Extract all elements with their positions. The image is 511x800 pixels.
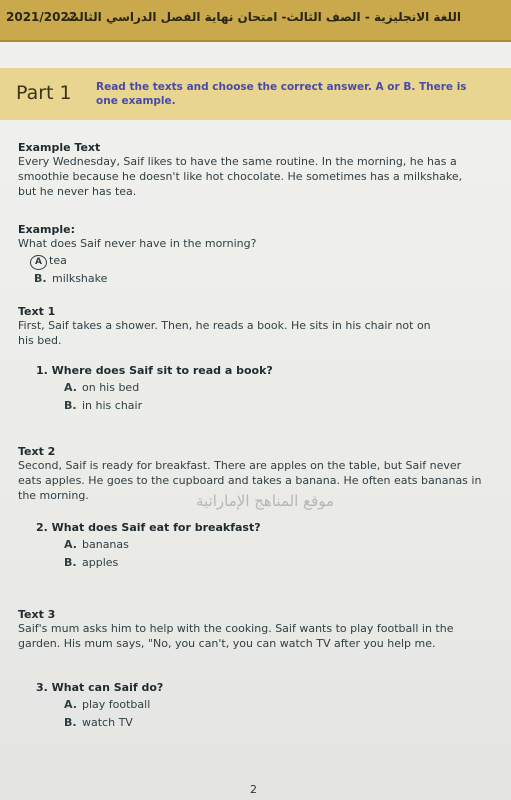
header-year: 2021/2022 — [6, 10, 78, 24]
example-text-body: Every Wednesday, Saif likes to have the same routine. In the morning, he has a smoothie because he doesn't like hot chocolate. He sometimes has a milkshake, but he never has tea. — [18, 155, 463, 198]
text1-option-a-letter: A. — [64, 381, 77, 394]
text3-body: Saif's mum asks him to help with the cooking. Saif wants to play football in the garden. His mum says, "No, you can't, you can watch TV after you help me. — [18, 622, 454, 650]
text2-option-b-text: apples — [82, 556, 119, 569]
header-band — [0, 0, 511, 42]
text2-body: Second, Saif is ready for breakfast. There are apples on the table, but Saif never eats apples. He goes to the cupboard and takes a banana. He often eats bananas in the morning. — [18, 459, 482, 502]
example-option-a-text: tea — [49, 254, 67, 267]
text1-option-a — [64, 381, 139, 394]
text2-option-a — [64, 538, 129, 551]
header-title: اللغة الانجليزية - الصف الثالث- امتحان نهاية الفصل الدراسي الثالث — [66, 10, 461, 24]
example-heading: Example: — [18, 223, 75, 236]
selected-answer-circle: A — [30, 255, 47, 270]
part-label: Part 1 — [16, 82, 72, 104]
text3-heading: Text 3 — [18, 608, 56, 621]
example-question: What does Saif never have in the morning? — [18, 237, 257, 250]
text1-option-b — [64, 399, 142, 412]
text3-option-b-letter: B. — [64, 716, 77, 729]
page-number: 2 — [250, 783, 257, 796]
example-option-a — [30, 254, 67, 270]
text3-question: 3. What can Saif do? — [36, 681, 164, 694]
text1-option-b-text: in his chair — [82, 399, 143, 412]
text1-body: First, Saif takes a shower. Then, he reads a book. He sits in his chair not on his bed. — [18, 319, 431, 347]
text2-question: 2. What does Saif eat for breakfast? — [36, 521, 261, 534]
text3-option-a-text: play football — [82, 698, 151, 711]
text2-option-b-letter: B. — [64, 556, 77, 569]
text1-option-a-text: on his bed — [82, 381, 140, 394]
text3-option-a-letter: A. — [64, 698, 77, 711]
text3-option-a — [64, 698, 150, 711]
text1-heading: Text 1 — [18, 305, 56, 318]
text3-option-b — [64, 716, 133, 729]
text2-option-a-text: bananas — [82, 538, 129, 551]
example-text-heading: Example Text — [18, 141, 101, 154]
part-instructions: Read the texts and choose the correct answer. A or B. There is one example. — [96, 81, 467, 107]
watermark: موقع المناهج الإماراتية — [196, 492, 335, 510]
text1-option-b-letter: B. — [64, 399, 77, 412]
example-option-b-text: milkshake — [52, 272, 108, 285]
text2-option-a-letter: A. — [64, 538, 77, 551]
example-option-b-letter: B. — [34, 272, 47, 285]
text2-option-b — [64, 556, 118, 569]
example-option-b — [34, 272, 107, 285]
text3-option-b-text: watch TV — [82, 716, 133, 729]
text2-heading: Text 2 — [18, 445, 56, 458]
text1-question: 1. Where does Saif sit to read a book? — [36, 364, 273, 377]
